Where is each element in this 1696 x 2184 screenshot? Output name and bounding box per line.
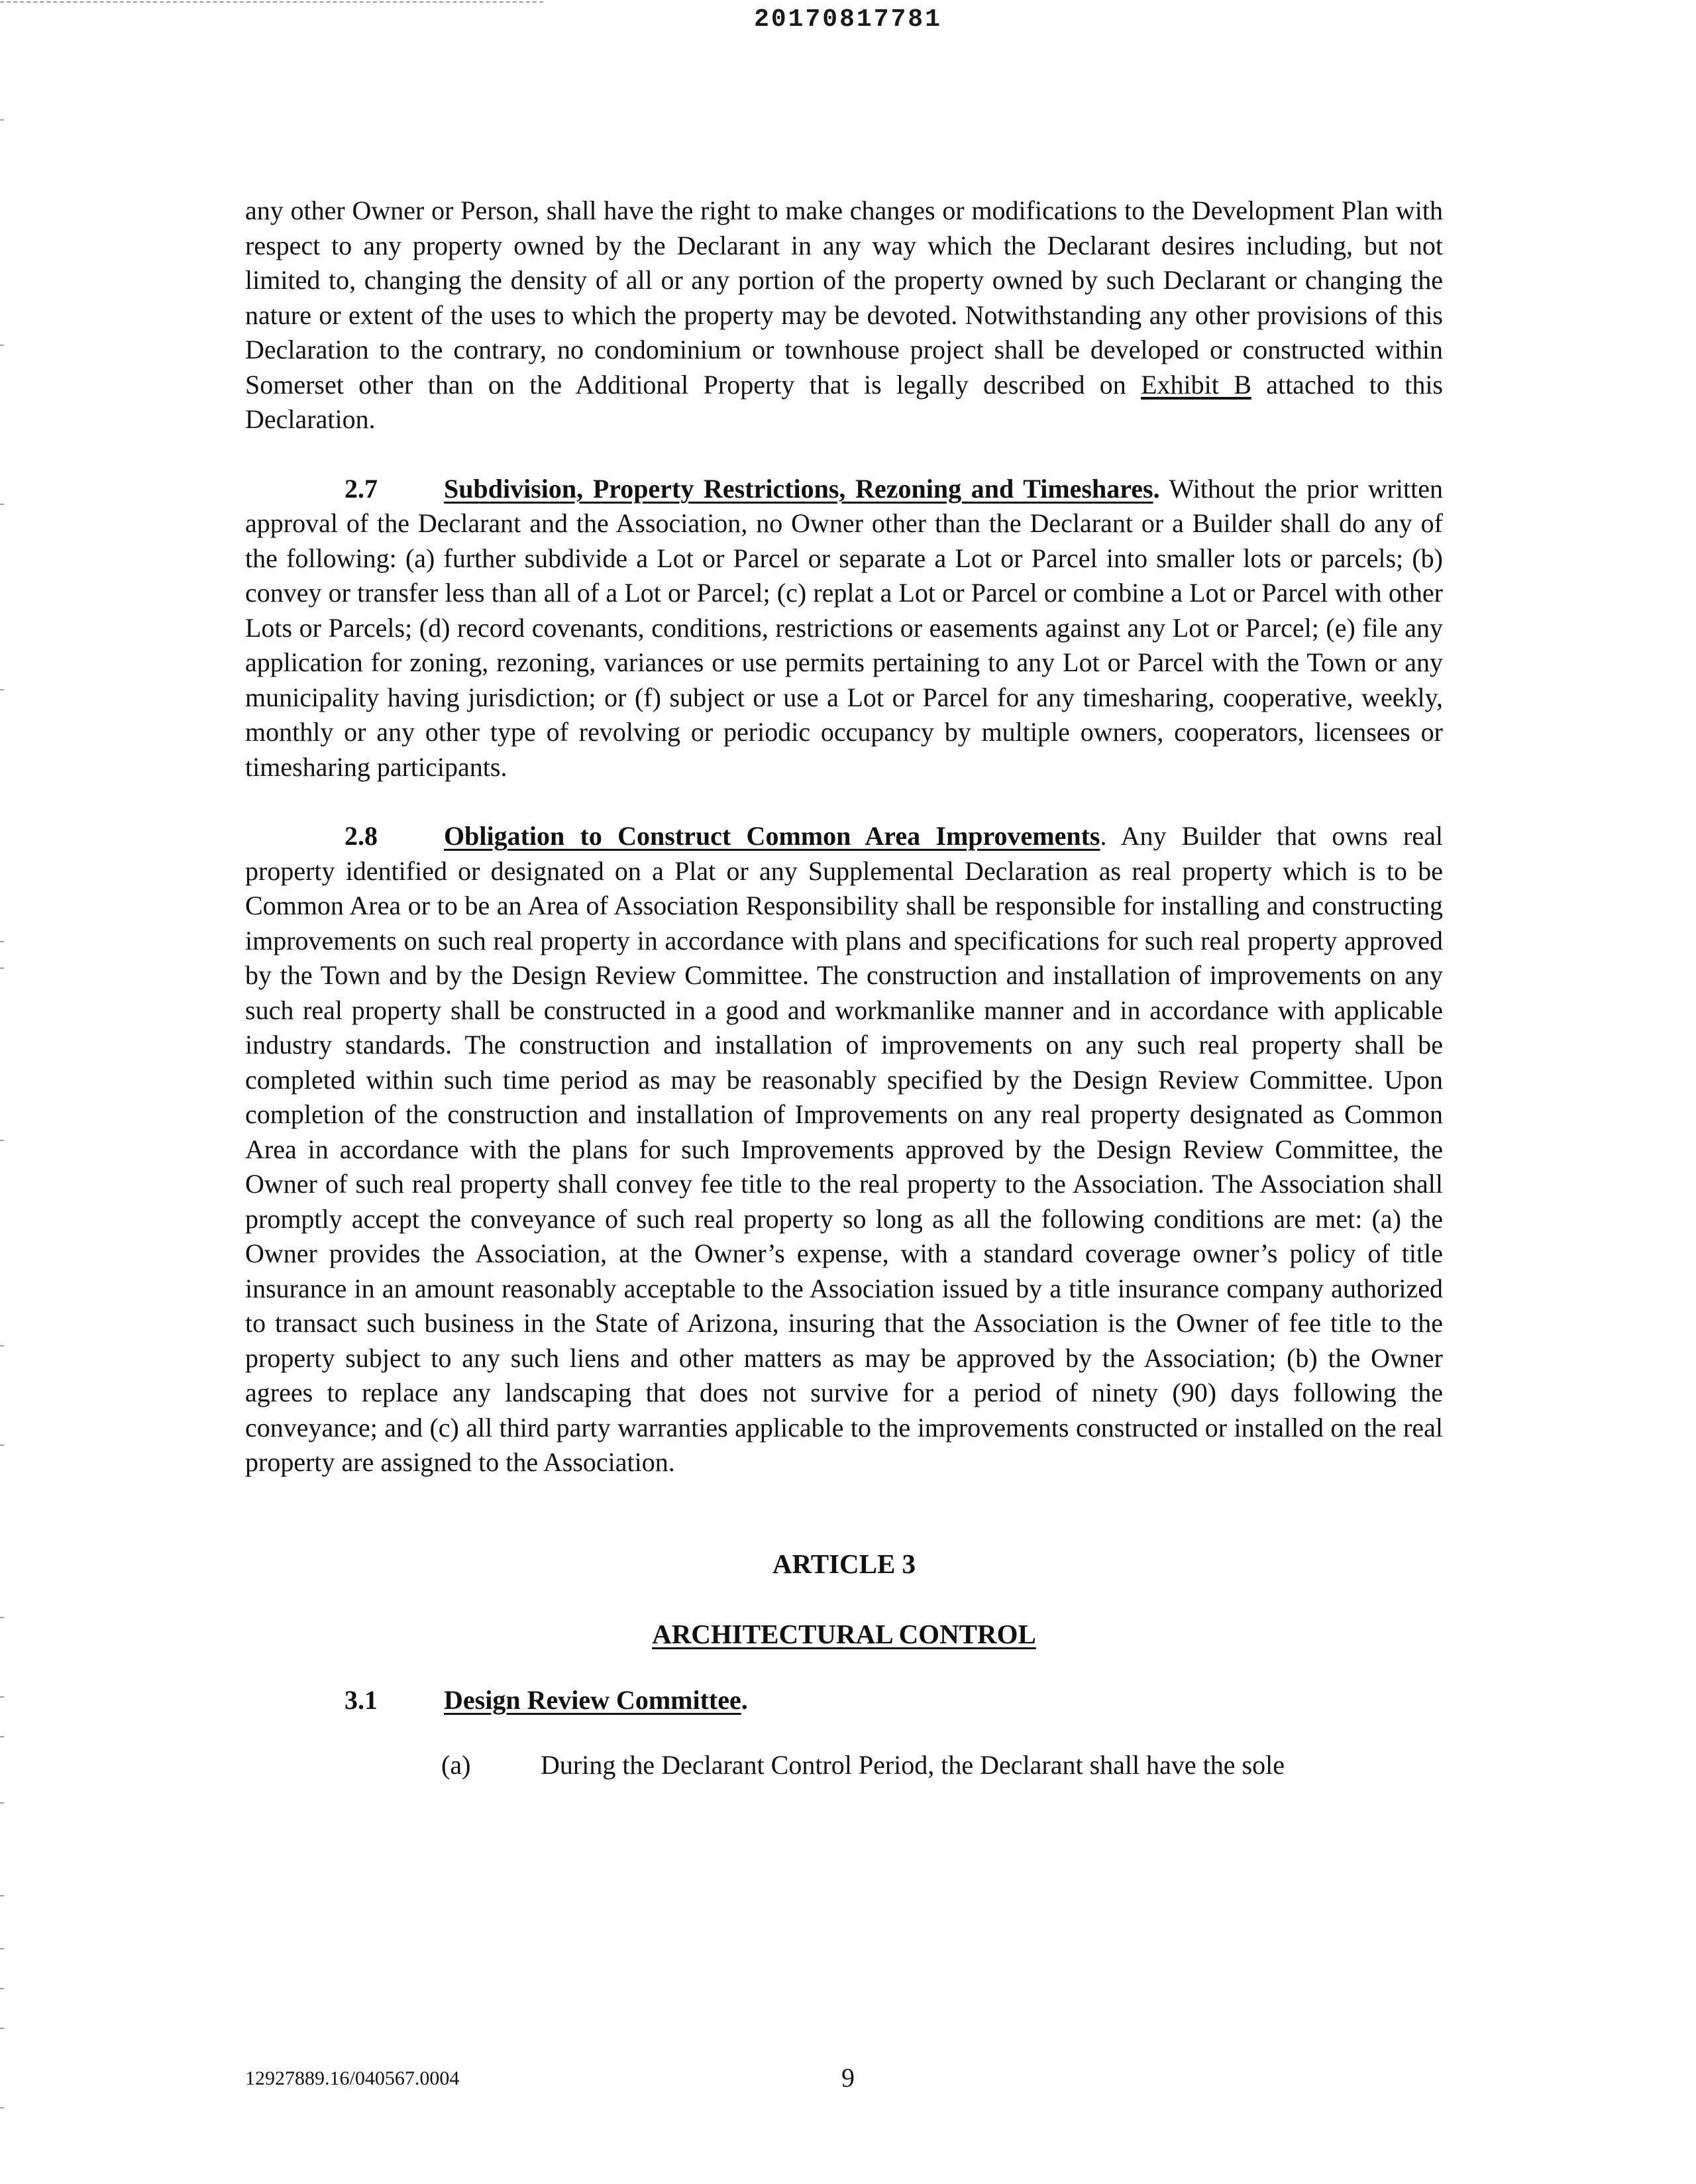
section-number: 2.7 [344,473,378,504]
section-2-8 [245,819,1443,1480]
article-label: ARTICLE 3 [772,1548,916,1579]
section-title: Design Review Committee [444,1684,741,1715]
section-title-period: . [1100,821,1107,851]
section-title: Subdivision, Property Restrictions, Rezoning and Timeshares [444,473,1153,504]
intro-paragraph [245,193,1443,437]
section-title-period: . [741,1684,748,1715]
intro-tail: attached to this Declaration. [245,369,1443,434]
exhibit-b-reference: Exhibit B [1141,369,1251,400]
item-text: During the Declarant Control Period, the Declarant shall have the sole [541,1749,1285,1780]
recording-number: 20170817781 [754,5,942,34]
section-3-1-item-a [245,1748,1443,1782]
left-margin-scan-marks [0,0,5,2184]
page-number: 9 [841,2063,855,2093]
item-label: (a) [441,1749,471,1780]
section-number: 3.1 [344,1684,378,1715]
section-number: 2.8 [344,821,378,851]
intro-text: any other Owner or Person, shall have the right to make changes or modifications to the Development Plan with respect to any property owned by the Declarant in any way which the Declarant desires including, but not limited to, changing the density of all or any portion of the property owned by such Declarant or changing the nature or extent of the uses to which the property may be devoted. Notwithstanding any other provisions of this Declaration to the contrary, no condominium or townhouse project shall be developed or constructed within Somerset other than on the Additional Property that is legally described on [245,195,1443,400]
section-text: Any Builder that owns real property identified or designated on a Plat or any Supplemental Declaration as real property which is to be Common Area or to be an Area of Association Responsibility shall be responsible for installing and constructing improvements on such real property in accordance with plans and specifications for such real property approved by the Town and by the Design Review Committee. The construction and installation of improvements on any such real property shall be constructed in a good and workmanlike manner and in accordance with applicable industry standards. The construction and installation of improvements on any such real property shall be completed within such time period as may be reasonably specified by the Design Review Committee. Upon completion of the construction and installation of Improvements on any real property designated as Common Area in accordance with the plans for such Improvements approved by the Design Review Committee, the Owner of such real property shall convey fee title to the real property to the Association. The Association shall promptly accept the conveyance of such real property so long as all the following conditions are met: (a) the Owner provides the Association, at the Owner’s expense, with a standard coverage owner’s policy of title insurance in an amount reasonably acceptable to the Association issued by a title insurance company authorized to transact such business in the State of Arizona, insuring that the Association is the Owner of fee title to the property subject to any such liens and other matters as may be approved by the Association; (b) the Owner agrees to replace any landscaping that does not survive for a period of ninety (90) days following the conveyance; and (c) all third party warranties applicable to the improvements constructed or installed on the real property are assigned to the Association. [245,821,1443,1477]
article-title-text: ARCHITECTURAL CONTROL [652,1618,1036,1649]
document-body [245,193,1443,1782]
section-text: Without the prior written approval of the Declarant and the Association, no Owner other than the Declarant or a Builder shall do any of the following: (a) further subdivide a Lot or Parcel or separate a Lot or Parcel into smaller lots or parcels; (b) convey or transfer less than all of a Lot or Parcel; (c) replat a Lot or Parcel or combine a Lot or Parcel with other Lots or Parcels; (d) record covenants, conditions, restrictions or easements against any Lot or Parcel; (e) file any application for zoning, rezoning, variances or use permits pertaining to any Lot or Parcel with the Town or any municipality having jurisdiction; or (f) subject or use a Lot or Parcel for any timesharing, cooperative, weekly, monthly or any other type of revolving or periodic occupancy by multiple owners, cooperators, licensees or timesharing participants. [245,473,1443,782]
section-title: Obligation to Construct Common Area Improvements [444,821,1100,851]
section-title-period: . [1153,473,1160,504]
section-2-7 [245,472,1443,785]
section-3-1-heading [245,1683,1443,1718]
article-title [245,1617,1443,1651]
footer-document-id: 12927889.16/040567.0004 [245,2067,460,2089]
scan-edge-line [0,1,543,3]
